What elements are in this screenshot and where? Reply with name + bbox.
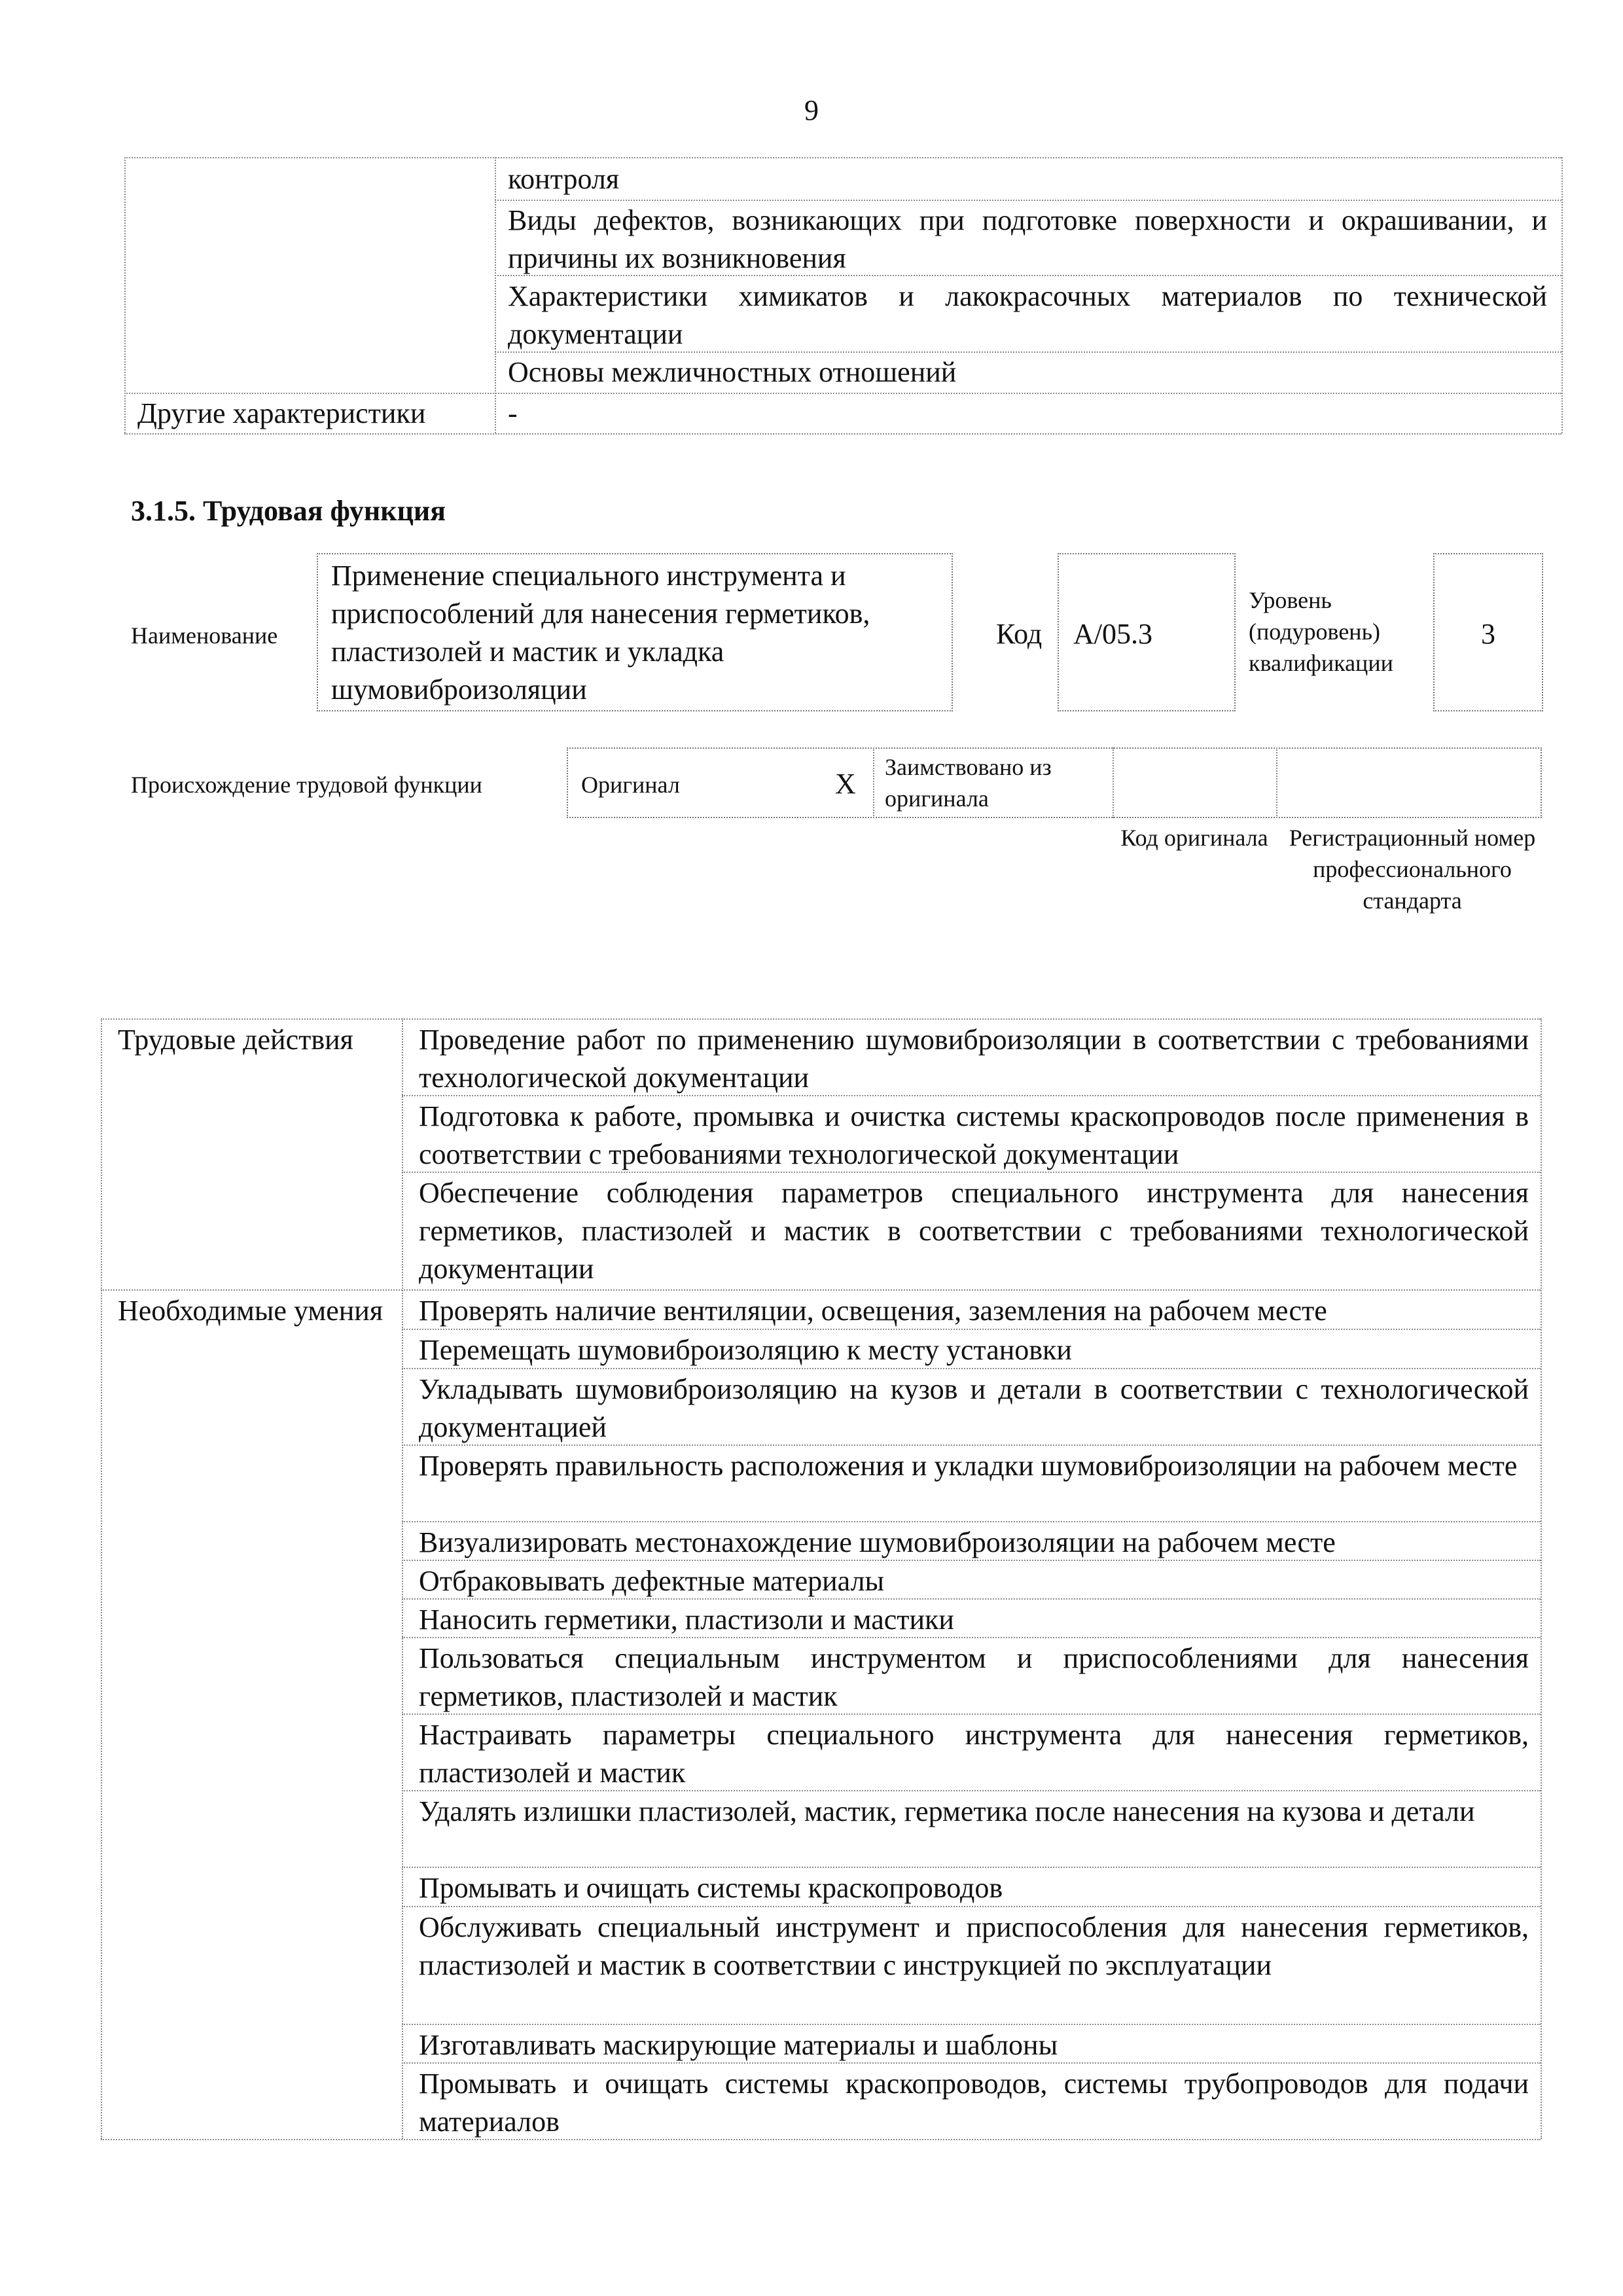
section-title: 3.1.5. Трудовая функция: [131, 495, 446, 527]
knowledge-item: Характеристики химикатов и лакокрасочных материалов по технической документации: [508, 280, 1547, 350]
skill-item: Отбраковывать дефектные материалы: [419, 1565, 885, 1597]
other-characteristics-value: -: [508, 397, 518, 429]
action-item: Проведение работ по применению шумовиброизоляции в соответствии с требованиями технологической документации: [419, 1024, 1529, 1094]
skill-item: Промывать и очищать системы краскопроводов: [419, 1872, 1003, 1904]
skill-item: Изготавливать маскирующие материалы и шаблоны: [419, 2029, 1058, 2061]
skill-item: Визуализировать местонахождение шумовиброизоляции на рабочем месте: [419, 1526, 1336, 1558]
skill-item: Удалять излишки пластизолей, мастик, герметика после нанесения на кузова и детали: [419, 1795, 1475, 1827]
name-value: Применение специального инструмента и приспособлений для нанесения герметиков, пластизолей и мастик и укладка шумовиброизоляции: [331, 560, 870, 706]
skill-item: Проверять наличие вентиляции, освещения, заземления на рабочем месте: [419, 1295, 1327, 1327]
level-value: 3: [1481, 618, 1495, 650]
action-item: Подготовка к работе, промывка и очистка системы краскопроводов после применения в соответствии с требованиями технологической документации: [419, 1100, 1529, 1170]
actions-label: Трудовые действия: [118, 1024, 353, 1056]
knowledge-item: контроля: [508, 163, 620, 195]
knowledge-item: Виды дефектов, возникающих при подготовке поверхности и окрашивании, и причины их возникновения: [508, 204, 1547, 274]
skill-item: Укладывать шумовиброизоляцию на кузов и детали в соответствии с технологической документацией: [419, 1373, 1529, 1443]
original-label: Оригинал: [581, 772, 680, 798]
borrowed-label: Заимствовано из оригинала: [885, 754, 1052, 812]
page-number: 9: [804, 94, 819, 126]
level-label: Уровень (подуровень) квалификации: [1249, 587, 1393, 676]
skill-item: Перемещать шумовиброизоляцию к месту установки: [419, 1334, 1072, 1366]
other-characteristics-label: Другие характеристики: [137, 397, 426, 429]
original-mark: X: [835, 768, 856, 800]
skill-item: Пользоваться специальным инструментом и приспособлениями для нанесения герметиков, пластизолей и мастик: [419, 1642, 1529, 1712]
action-item: Обеспечение соблюдения параметров специального инструмента для нанесения герметиков, пластизолей и мастик в соответствии с требованиями технологической документации: [419, 1177, 1529, 1285]
skills-label: Необходимые умения: [118, 1295, 383, 1327]
code-value: А/05.3: [1073, 618, 1152, 650]
skill-item: Настраивать параметры специального инструмента для нанесения герметиков, пластизолей и мастик: [419, 1719, 1529, 1789]
skill-item: Проверять правильность расположения и укладки шумовиброизоляции на рабочем месте: [419, 1450, 1518, 1482]
code-original-caption: Код оригинала: [1120, 825, 1268, 851]
reg-number-caption: Регистрационный номер профессионального стандарта: [1289, 825, 1536, 914]
name-label: Наименование: [131, 622, 278, 649]
skill-item: Промывать и очищать системы краскопроводов, системы трубопроводов для подачи материалов: [419, 2068, 1529, 2138]
skill-item: Обслуживать специальный инструмент и приспособления для нанесения герметиков, пластизолей и мастик в соответствии с инструкцией по эксплуатации: [419, 1911, 1529, 1981]
skill-item: Наносить герметики, пластизоли и мастики: [419, 1604, 954, 1636]
code-label: Код: [996, 618, 1043, 650]
origin-label: Происхождение трудовой функции: [131, 772, 482, 798]
knowledge-item: Основы межличностных отношений: [508, 356, 957, 388]
